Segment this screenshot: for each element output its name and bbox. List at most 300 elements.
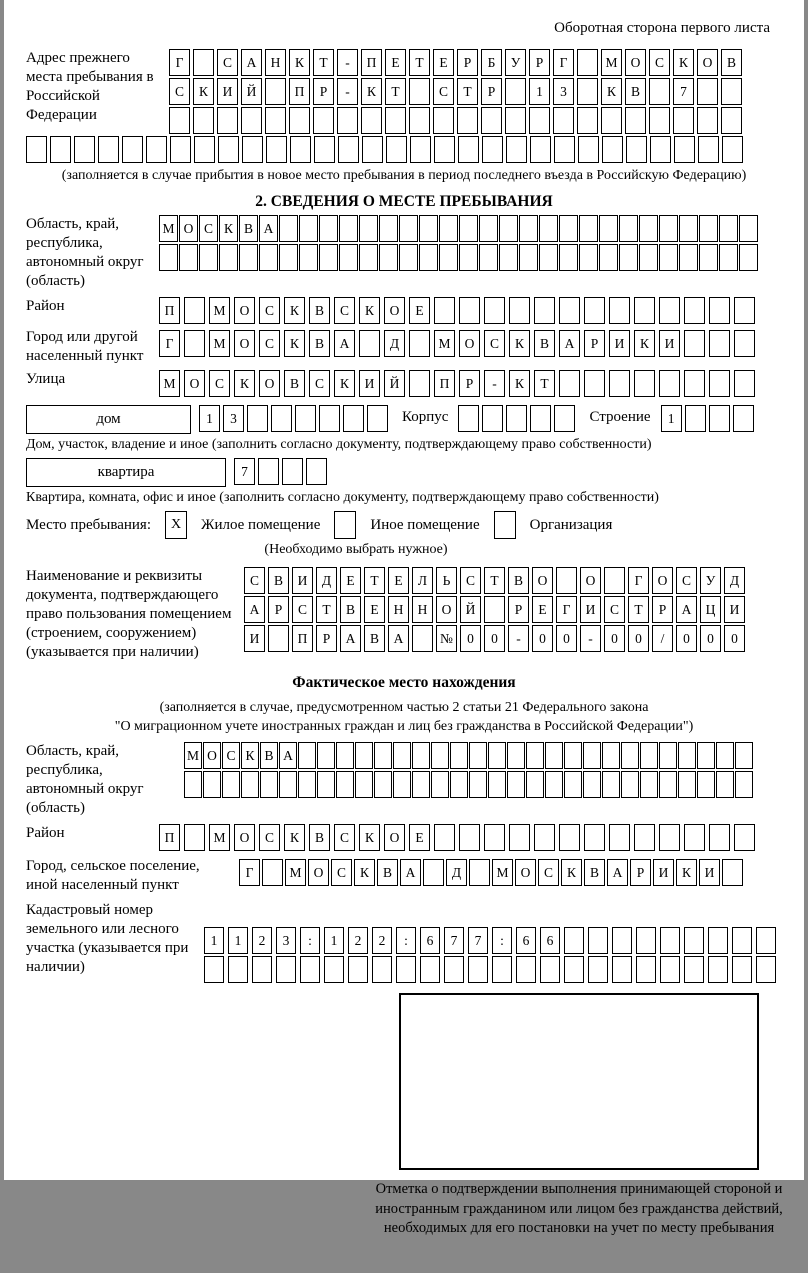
- char-box: В: [239, 215, 258, 242]
- char-box: [506, 136, 527, 163]
- char-box: [639, 244, 658, 271]
- actual-district-label: Район: [26, 825, 65, 841]
- char-box: [579, 215, 598, 242]
- char-box: [324, 956, 344, 983]
- char-box: [673, 107, 694, 134]
- char-box: Г: [556, 596, 577, 623]
- char-box: И: [292, 567, 313, 594]
- char-box: Й: [384, 370, 405, 397]
- char-box: Т: [313, 49, 334, 76]
- char-box: [298, 742, 316, 769]
- char-box: [721, 107, 742, 134]
- char-box: К: [241, 742, 259, 769]
- char-box: [602, 771, 620, 798]
- char-box: [545, 742, 563, 769]
- char-box: 0: [676, 625, 697, 652]
- char-box: Р: [652, 596, 673, 623]
- char-box: [26, 136, 47, 163]
- char-box: А: [607, 859, 628, 886]
- char-box: [639, 215, 658, 242]
- char-box: [252, 956, 272, 983]
- char-box: 6: [420, 927, 440, 954]
- char-box: [609, 297, 630, 324]
- char-box: 2: [252, 927, 272, 954]
- actual-district-row: [26, 824, 782, 851]
- char-row-full-width: [26, 136, 782, 163]
- char-box: О: [532, 567, 553, 594]
- char-box: [732, 956, 752, 983]
- char-box: О: [184, 370, 205, 397]
- city-label: Город или другой населенный пункт: [26, 329, 144, 364]
- char-box: 3: [223, 405, 244, 432]
- char-box: [739, 215, 758, 242]
- char-box: 1: [661, 405, 682, 432]
- street-label: Улица: [26, 371, 66, 387]
- char-box: [217, 107, 238, 134]
- char-box: Г: [159, 330, 180, 357]
- char-box: Ц: [700, 596, 721, 623]
- char-box: [577, 78, 598, 105]
- char-box: [599, 244, 618, 271]
- char-box: [300, 956, 320, 983]
- char-box: 0: [484, 625, 505, 652]
- char-box: [709, 824, 730, 851]
- char-box: О: [697, 49, 718, 76]
- char-box: :: [300, 927, 320, 954]
- house-row: [26, 405, 782, 434]
- char-box: И: [217, 78, 238, 105]
- district-label: Район: [26, 298, 65, 314]
- char-row: [169, 78, 742, 105]
- char-box: -: [484, 370, 505, 397]
- char-box: [684, 297, 705, 324]
- char-box: [519, 244, 538, 271]
- char-box: [434, 297, 455, 324]
- char-box: 7: [234, 458, 255, 485]
- char-box: К: [193, 78, 214, 105]
- char-box: Р: [508, 596, 529, 623]
- char-box: Й: [241, 78, 262, 105]
- char-box: [734, 370, 755, 397]
- char-box: [169, 107, 190, 134]
- char-row: [159, 215, 758, 242]
- char-box: [396, 956, 416, 983]
- char-box: П: [159, 297, 180, 324]
- char-box: [659, 297, 680, 324]
- char-box: [484, 824, 505, 851]
- char-box: К: [359, 824, 380, 851]
- char-box: И: [244, 625, 265, 652]
- char-box: [289, 107, 310, 134]
- char-box: [697, 78, 718, 105]
- char-box: 7: [673, 78, 694, 105]
- char-box: [526, 742, 544, 769]
- char-box: [599, 215, 618, 242]
- char-box: М: [434, 330, 455, 357]
- char-box: [684, 330, 705, 357]
- apartment-row: [26, 458, 782, 487]
- char-box: К: [289, 49, 310, 76]
- char-box: [708, 927, 728, 954]
- char-box: Д: [446, 859, 467, 886]
- char-box: [609, 824, 630, 851]
- char-box: А: [259, 215, 278, 242]
- char-box: [337, 107, 358, 134]
- apartment-note: Квартира, комната, офис и иное (заполнить согласно документу, подтверждающему право собственности): [26, 490, 659, 505]
- char-box: [612, 956, 632, 983]
- char-box: [74, 136, 95, 163]
- char-row: [184, 771, 753, 798]
- char-box: 7: [444, 927, 464, 954]
- char-box: М: [159, 370, 180, 397]
- actual-city-label: Город, сельское поселение, иной населенный пункт: [26, 858, 200, 893]
- char-box: [468, 956, 488, 983]
- char-box: [609, 370, 630, 397]
- char-box: Р: [481, 78, 502, 105]
- char-box: [499, 244, 518, 271]
- char-box: 3: [276, 927, 296, 954]
- char-box: [660, 927, 680, 954]
- char-row: [159, 244, 758, 271]
- char-box: [659, 215, 678, 242]
- char-box: [420, 956, 440, 983]
- char-box: [559, 370, 580, 397]
- char-box: М: [209, 824, 230, 851]
- checkbox-organization: [494, 511, 516, 539]
- char-box: [509, 824, 530, 851]
- char-box: [554, 136, 575, 163]
- char-box: [184, 330, 205, 357]
- char-box: [279, 244, 298, 271]
- char-box: С: [331, 859, 352, 886]
- char-box: [50, 136, 71, 163]
- char-box: [578, 136, 599, 163]
- char-box: [265, 78, 286, 105]
- char-box: 1: [529, 78, 550, 105]
- char-box: [684, 370, 705, 397]
- char-box: О: [436, 596, 457, 623]
- char-box: С: [292, 596, 313, 623]
- char-box: [412, 625, 433, 652]
- char-row: [199, 405, 388, 432]
- char-box: [659, 824, 680, 851]
- char-box: Т: [457, 78, 478, 105]
- char-box: Р: [313, 78, 334, 105]
- char-box: [193, 49, 214, 76]
- char-box: М: [601, 49, 622, 76]
- char-box: Р: [630, 859, 651, 886]
- char-box: [564, 927, 584, 954]
- char-box: [266, 136, 287, 163]
- char-box: [556, 567, 577, 594]
- char-box: [584, 370, 605, 397]
- char-box: [640, 771, 658, 798]
- char-box: [469, 742, 487, 769]
- char-box: Г: [628, 567, 649, 594]
- char-box: [625, 107, 646, 134]
- char-box: В: [534, 330, 555, 357]
- char-box: [505, 107, 526, 134]
- char-box: Р: [268, 596, 289, 623]
- char-box: И: [359, 370, 380, 397]
- char-box: 2: [372, 927, 392, 954]
- char-box: Д: [316, 567, 337, 594]
- char-box: [434, 136, 455, 163]
- char-box: С: [169, 78, 190, 105]
- char-box: [184, 297, 205, 324]
- char-box: [439, 244, 458, 271]
- char-box: Д: [384, 330, 405, 357]
- char-box: [709, 297, 730, 324]
- actual-region-label: Область, край, республика, автономный округ (область): [26, 743, 144, 816]
- house-note: Дом, участок, владение и иное (заполнить согласно документу, подтверждающему право собственности): [26, 437, 652, 452]
- char-box: М: [209, 297, 230, 324]
- char-box: [179, 244, 198, 271]
- checkbox-residential: X: [165, 511, 187, 539]
- char-box: [204, 956, 224, 983]
- char-box: [159, 244, 178, 271]
- char-box: Д: [724, 567, 745, 594]
- char-box: -: [337, 78, 358, 105]
- char-box: [554, 405, 575, 432]
- char-box: [732, 927, 752, 954]
- char-box: 2: [348, 927, 368, 954]
- region-grid: [159, 215, 758, 271]
- char-box: [279, 771, 297, 798]
- cadastre-label: Кадастровый номер земельного или лесного участка (указывается при наличии): [26, 902, 189, 975]
- char-box: А: [334, 330, 355, 357]
- char-box: Т: [534, 370, 555, 397]
- char-box: [386, 136, 407, 163]
- char-box: [361, 107, 382, 134]
- option-organization-label: Организация: [529, 516, 613, 533]
- char-box: О: [625, 49, 646, 76]
- char-box: [362, 136, 383, 163]
- char-box: К: [359, 297, 380, 324]
- char-box: -: [337, 49, 358, 76]
- char-box: 1: [199, 405, 220, 432]
- char-box: [258, 458, 279, 485]
- char-box: А: [559, 330, 580, 357]
- char-box: [684, 927, 704, 954]
- char-box: [458, 405, 479, 432]
- char-box: [379, 244, 398, 271]
- char-box: [219, 244, 238, 271]
- char-box: [619, 244, 638, 271]
- char-box: А: [241, 49, 262, 76]
- char-box: [602, 742, 620, 769]
- char-box: С: [460, 567, 481, 594]
- char-row: [169, 49, 742, 76]
- char-box: [336, 742, 354, 769]
- char-box: К: [334, 370, 355, 397]
- char-box: [634, 297, 655, 324]
- char-box: [756, 927, 776, 954]
- char-box: П: [289, 78, 310, 105]
- char-box: [260, 771, 278, 798]
- house-type-box: дом: [26, 405, 191, 434]
- char-box: С: [604, 596, 625, 623]
- char-box: К: [601, 78, 622, 105]
- region-row: [26, 215, 782, 291]
- char-box: Р: [457, 49, 478, 76]
- char-box: [530, 136, 551, 163]
- char-box: [719, 244, 738, 271]
- char-box: О: [384, 824, 405, 851]
- char-box: Р: [316, 625, 337, 652]
- char-box: [484, 297, 505, 324]
- char-box: [488, 771, 506, 798]
- char-box: К: [509, 370, 530, 397]
- char-box: К: [676, 859, 697, 886]
- char-box: С: [199, 215, 218, 242]
- char-box: [507, 742, 525, 769]
- char-box: [634, 370, 655, 397]
- char-box: [526, 771, 544, 798]
- char-box: М: [492, 859, 513, 886]
- char-box: [412, 771, 430, 798]
- char-box: О: [459, 330, 480, 357]
- char-box: Е: [433, 49, 454, 76]
- char-box: Л: [412, 567, 433, 594]
- char-box: [459, 297, 480, 324]
- char-box: П: [292, 625, 313, 652]
- char-box: М: [209, 330, 230, 357]
- char-box: С: [649, 49, 670, 76]
- char-box: С: [676, 567, 697, 594]
- char-box: [577, 49, 598, 76]
- char-box: [359, 244, 378, 271]
- char-box: И: [580, 596, 601, 623]
- char-box: [338, 136, 359, 163]
- char-box: К: [234, 370, 255, 397]
- char-box: [239, 244, 258, 271]
- char-box: [733, 405, 754, 432]
- char-box: [203, 771, 221, 798]
- char-row: [244, 625, 745, 652]
- char-box: В: [284, 370, 305, 397]
- char-box: [222, 771, 240, 798]
- char-box: -: [580, 625, 601, 652]
- char-box: [553, 107, 574, 134]
- char-box: [734, 297, 755, 324]
- char-box: Т: [364, 567, 385, 594]
- char-box: [409, 78, 430, 105]
- char-box: Е: [388, 567, 409, 594]
- actual-city-row: [26, 857, 782, 895]
- char-box: [507, 771, 525, 798]
- char-row: [159, 824, 755, 851]
- char-box: [579, 244, 598, 271]
- char-box: О: [384, 297, 405, 324]
- form-page: [4, 0, 804, 1236]
- char-box: [469, 859, 490, 886]
- char-box: [534, 297, 555, 324]
- char-box: [529, 107, 550, 134]
- char-box: [722, 859, 743, 886]
- char-box: [659, 742, 677, 769]
- char-box: К: [284, 824, 305, 851]
- char-box: [410, 136, 431, 163]
- char-box: [271, 405, 292, 432]
- char-box: [459, 824, 480, 851]
- document-label: Наименование и реквизиты документа, подтверждающего право пользования помещением (строением, сооружением) (указывается при наличии): [26, 568, 232, 660]
- char-box: [348, 956, 368, 983]
- char-box: [374, 771, 392, 798]
- char-box: [355, 771, 373, 798]
- char-box: [482, 405, 503, 432]
- char-box: [317, 771, 335, 798]
- char-box: С: [538, 859, 559, 886]
- char-box: Г: [169, 49, 190, 76]
- char-box: Н: [388, 596, 409, 623]
- char-box: [279, 215, 298, 242]
- char-box: [735, 742, 753, 769]
- char-box: [299, 215, 318, 242]
- char-box: [660, 956, 680, 983]
- char-box: О: [234, 330, 255, 357]
- char-box: [319, 215, 338, 242]
- char-box: Н: [265, 49, 286, 76]
- char-box: О: [203, 742, 221, 769]
- char-box: [479, 215, 498, 242]
- char-box: [336, 771, 354, 798]
- char-box: [709, 330, 730, 357]
- char-box: [698, 136, 719, 163]
- stroenie-label: Строение: [589, 409, 651, 425]
- char-box: 7: [468, 927, 488, 954]
- char-box: [516, 956, 536, 983]
- char-row: [204, 927, 776, 954]
- char-box: О: [580, 567, 601, 594]
- char-box: [290, 136, 311, 163]
- char-box: К: [284, 330, 305, 357]
- char-box: [359, 215, 378, 242]
- char-box: В: [309, 824, 330, 851]
- char-box: [431, 742, 449, 769]
- char-row: [234, 458, 327, 485]
- char-box: [276, 956, 296, 983]
- char-row: [159, 297, 755, 324]
- stamp-area: [26, 993, 782, 1273]
- char-box: [298, 771, 316, 798]
- char-box: [559, 824, 580, 851]
- char-box: [444, 956, 464, 983]
- char-box: С: [259, 297, 280, 324]
- char-box: [604, 567, 625, 594]
- char-box: [193, 107, 214, 134]
- char-box: [499, 215, 518, 242]
- char-box: Г: [239, 859, 260, 886]
- char-box: [619, 215, 638, 242]
- stay-type-row: [26, 511, 782, 539]
- char-box: 0: [604, 625, 625, 652]
- char-box: [505, 78, 526, 105]
- char-box: Е: [409, 297, 430, 324]
- char-box: /: [652, 625, 673, 652]
- char-box: 0: [460, 625, 481, 652]
- char-box: Р: [459, 370, 480, 397]
- char-box: [684, 956, 704, 983]
- char-box: :: [396, 927, 416, 954]
- char-box: [299, 244, 318, 271]
- char-box: [314, 136, 335, 163]
- char-box: [539, 244, 558, 271]
- char-box: С: [222, 742, 240, 769]
- char-box: [649, 107, 670, 134]
- char-box: [262, 859, 283, 886]
- char-box: И: [653, 859, 674, 886]
